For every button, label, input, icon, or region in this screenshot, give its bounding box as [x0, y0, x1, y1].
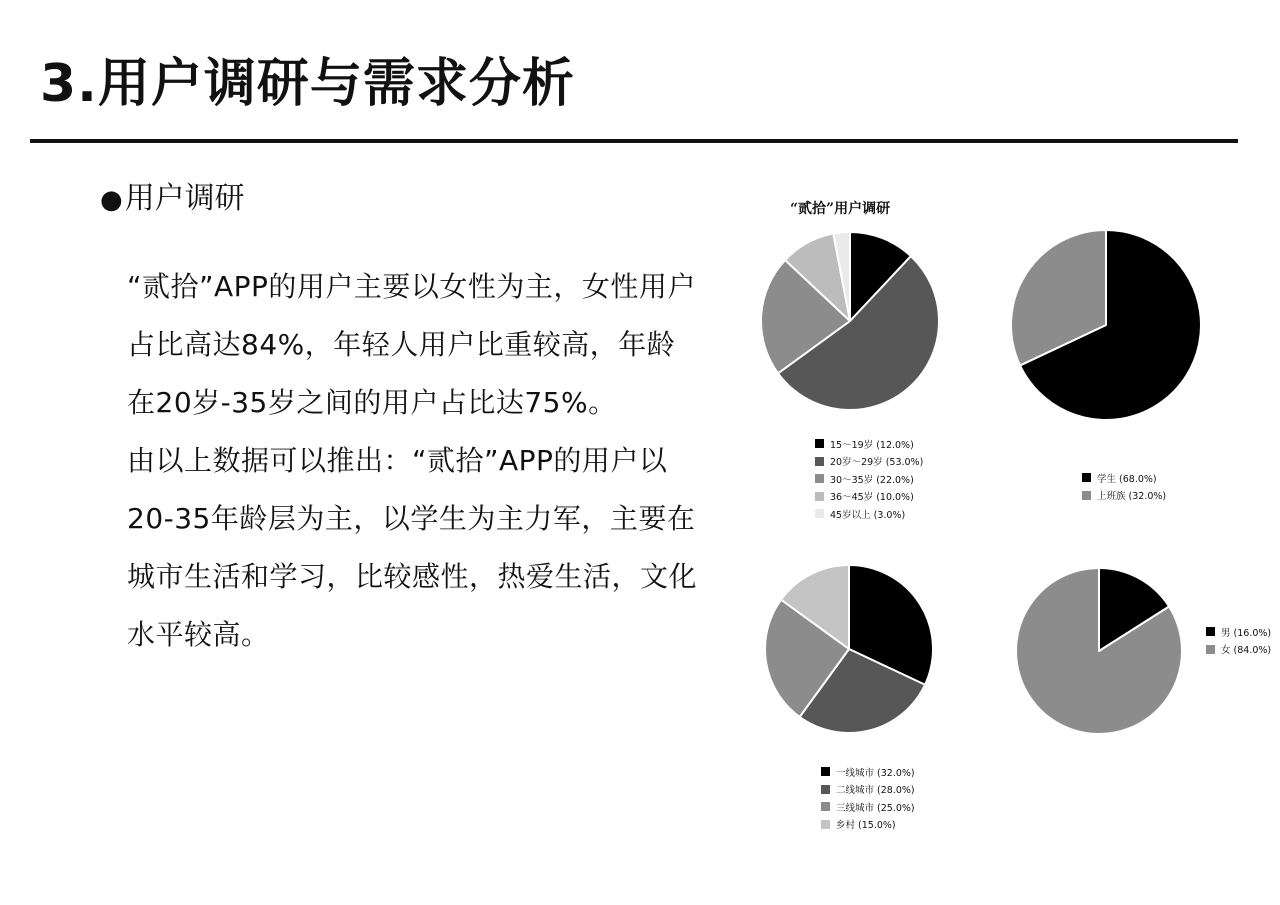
section-heading	[100, 178, 245, 221]
legend-item	[1082, 469, 1166, 487]
legend-occupation	[1082, 469, 1166, 504]
legend-item	[815, 453, 923, 471]
legend-swatch	[1082, 473, 1091, 482]
legend-item	[821, 781, 915, 799]
legend-swatch	[821, 785, 830, 794]
legend-swatch	[815, 474, 824, 483]
legend-label: 20岁～29岁 (53.0%)	[830, 457, 924, 469]
legend-city	[821, 763, 915, 833]
legend-swatch	[815, 492, 824, 501]
legend-swatch	[815, 457, 824, 466]
legend-item	[815, 470, 923, 488]
bullet-icon: ●	[100, 185, 123, 215]
legend-label: 三线城市 (25.0%)	[836, 802, 915, 814]
legend-label: 学生 (68.0%)	[1097, 473, 1157, 485]
pie-chart-occupation	[1010, 229, 1202, 421]
pie-chart-city	[764, 564, 934, 734]
legend-item	[821, 763, 915, 781]
legend-item	[815, 505, 923, 523]
section-heading-text: 用户调研	[124, 181, 245, 216]
legend-swatch	[1206, 627, 1215, 636]
legend-item	[815, 435, 923, 453]
body-paragraph: “贰拾”APP的用户主要以女性为主，女性用户占比高达84%，年轻人用户比重较高，年龄在20岁-35岁之间的用户占比达75%。	[127, 270, 696, 419]
legend-swatch	[821, 802, 830, 811]
legend-label: 30～35岁 (22.0%)	[830, 474, 914, 486]
legend-label: 二线城市 (28.0%)	[836, 785, 915, 797]
body-text	[127, 258, 697, 664]
legend-swatch	[1082, 491, 1091, 500]
legend-label: 36～45岁 (10.0%)	[830, 492, 914, 504]
legend-label: 一线城市 (32.0%)	[836, 767, 915, 779]
legend-swatch	[1206, 645, 1215, 654]
legend-item	[1206, 641, 1271, 659]
legend-gender	[1206, 623, 1271, 658]
legend-label: 15～19岁 (12.0%)	[830, 439, 914, 451]
body-paragraph: 由以上数据可以推出：“贰拾”APP的用户以20-35年龄层为主，以学生为主力军，主要在城市生活和学习，比较感性，热爱生活，文化水平较高。	[127, 444, 698, 651]
legend-swatch	[815, 509, 824, 518]
legend-swatch	[815, 439, 824, 448]
legend-swatch	[821, 767, 830, 776]
legend-item	[1206, 623, 1271, 641]
legend-item	[815, 488, 923, 506]
page-title: 3.用户调研与需求分析	[40, 54, 575, 114]
legend-label: 乡村 (15.0%)	[836, 820, 896, 832]
legend-age	[815, 435, 923, 523]
title-divider	[30, 139, 1238, 143]
legend-label: 男 (16.0%)	[1221, 627, 1272, 639]
legend-label: 上班族 (32.0%)	[1097, 491, 1167, 503]
chart-title: “贰拾”用户调研	[790, 201, 891, 217]
legend-label: 45岁以上 (3.0%)	[830, 509, 906, 521]
legend-item	[821, 816, 915, 834]
pie-chart-age	[760, 231, 940, 411]
legend-item	[821, 798, 915, 816]
pie-chart-gender	[1015, 567, 1183, 735]
legend-label: 女 (84.0%)	[1221, 645, 1272, 657]
legend-swatch	[821, 820, 830, 829]
legend-item	[1082, 487, 1166, 505]
